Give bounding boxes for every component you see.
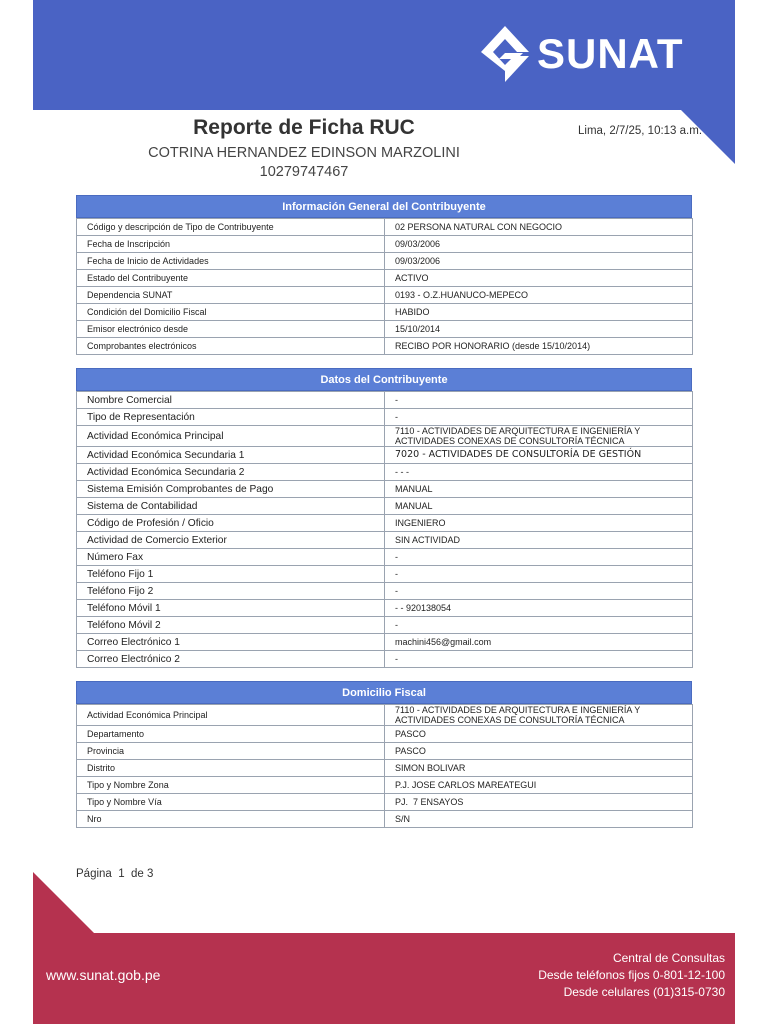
table-row xyxy=(77,583,693,600)
field-label: Teléfono Móvil 2 xyxy=(77,617,385,634)
contact-line: Desde teléfonos fijos 0-801-12-100 xyxy=(538,968,725,982)
field-value: - xyxy=(385,583,693,600)
field-label: Actividad Económica Principal xyxy=(77,705,385,726)
table-row xyxy=(77,777,693,794)
field-label: Emisor electrónico desde xyxy=(77,321,385,338)
table-row xyxy=(77,515,693,532)
field-value: PJ. 7 ENSAYOS xyxy=(385,794,693,811)
sunat-logo xyxy=(477,20,699,88)
field-label: Sistema Emisión Comprobantes de Pago xyxy=(77,481,385,498)
table-row xyxy=(77,600,693,617)
table-row xyxy=(77,236,693,253)
table-row xyxy=(77,426,693,447)
field-value: MANUAL xyxy=(385,481,693,498)
field-label: Fecha de Inscripción xyxy=(77,236,385,253)
field-label: Correo Electrónico 2 xyxy=(77,651,385,668)
table-row xyxy=(77,705,693,726)
field-label: Teléfono Fijo 2 xyxy=(77,583,385,600)
field-value: 7110 - ACTIVIDADES DE ARQUITECTURA E INGENIERÍA Y ACTIVIDADES CONEXAS DE CONSULTORÍA TÉCNICA xyxy=(385,426,693,447)
section-header: Información General del Contribuyente xyxy=(76,195,692,218)
field-label: Comprobantes electrónicos xyxy=(77,338,385,355)
field-label: Tipo de Representación xyxy=(77,409,385,426)
field-value: 02 PERSONA NATURAL CON NEGOCIO xyxy=(385,219,693,236)
field-label: Código de Profesión / Oficio xyxy=(77,515,385,532)
section-header: Datos del Contribuyente xyxy=(76,368,692,391)
field-label: Actividad de Comercio Exterior xyxy=(77,532,385,549)
section-header: Domicilio Fiscal xyxy=(76,681,692,704)
field-label: Código y descripción de Tipo de Contribuyente xyxy=(77,219,385,236)
field-label: Departamento xyxy=(77,726,385,743)
footer-website: www.sunat.gob.pe xyxy=(46,967,161,983)
field-value: MANUAL xyxy=(385,498,693,515)
field-label: Teléfono Fijo 1 xyxy=(77,566,385,583)
table-row xyxy=(77,219,693,236)
field-value: P.J. JOSE CARLOS MAREATEGUI xyxy=(385,777,693,794)
field-value: - xyxy=(385,549,693,566)
field-value: - xyxy=(385,392,693,409)
table-row xyxy=(77,392,693,409)
field-label: Teléfono Móvil 1 xyxy=(77,600,385,617)
taxpayer-name: COTRINA HERNANDEZ EDINSON MARZOLINI xyxy=(148,145,460,161)
field-label: Tipo y Nombre Zona xyxy=(77,777,385,794)
taxpayer-data-table xyxy=(76,391,693,668)
footer-corner-decoration xyxy=(33,872,95,934)
field-value: RECIBO POR HONORARIO (desde 15/10/2014) xyxy=(385,338,693,355)
field-value: machini456@gmail.com xyxy=(385,634,693,651)
contact-line: Desde celulares (01)315-0730 xyxy=(563,985,725,999)
section-taxpayer-data xyxy=(76,368,692,668)
table-row xyxy=(77,287,693,304)
table-row xyxy=(77,532,693,549)
ruc-number: 10279747467 xyxy=(259,164,349,180)
field-label: Tipo y Nombre Vía xyxy=(77,794,385,811)
table-row xyxy=(77,651,693,668)
section-general-info xyxy=(76,195,692,355)
logo-wordmark: SUNAT xyxy=(537,30,684,77)
table-row xyxy=(77,566,693,583)
field-value: - xyxy=(385,566,693,583)
table-row xyxy=(77,338,693,355)
field-label: Dependencia SUNAT xyxy=(77,287,385,304)
table-row xyxy=(77,726,693,743)
field-value: 09/03/2006 xyxy=(385,236,693,253)
field-label: Nro xyxy=(77,811,385,828)
table-row xyxy=(77,447,693,464)
field-label: Condición del Domicilio Fiscal xyxy=(77,304,385,321)
field-value: - - - xyxy=(385,464,693,481)
footer-contact-info xyxy=(538,950,725,1001)
fiscal-address-table xyxy=(76,704,693,828)
footer xyxy=(33,933,735,1024)
field-label: Actividad Económica Principal xyxy=(77,426,385,447)
table-row xyxy=(77,811,693,828)
field-value: - xyxy=(385,617,693,634)
table-row xyxy=(77,304,693,321)
field-value: 09/03/2006 xyxy=(385,253,693,270)
table-row xyxy=(77,321,693,338)
ficha-ruc-page xyxy=(33,0,735,1024)
field-value: PASCO xyxy=(385,743,693,760)
contact-line: Central de Consultas xyxy=(612,951,725,965)
sunat-logo-icon xyxy=(477,24,533,84)
field-value: - - 920138054 xyxy=(385,600,693,617)
table-row xyxy=(77,253,693,270)
table-row xyxy=(77,498,693,515)
table-row xyxy=(77,760,693,777)
field-label: Número Fax xyxy=(77,549,385,566)
field-value: HABIDO xyxy=(385,304,693,321)
table-row xyxy=(77,270,693,287)
page-indicator: Página 1 de 3 xyxy=(76,868,154,880)
field-value: 15/10/2014 xyxy=(385,321,693,338)
table-row xyxy=(77,794,693,811)
field-label: Fecha de Inicio de Actividades xyxy=(77,253,385,270)
table-row xyxy=(77,634,693,651)
field-label: Actividad Económica Secundaria 1 xyxy=(77,447,385,464)
section-fiscal-address xyxy=(76,681,692,828)
field-value: SIMON BOLIVAR xyxy=(385,760,693,777)
table-row xyxy=(77,617,693,634)
field-label: Estado del Contribuyente xyxy=(77,270,385,287)
field-label: Nombre Comercial xyxy=(77,392,385,409)
field-value: PASCO xyxy=(385,726,693,743)
field-label: Correo Electrónico 1 xyxy=(77,634,385,651)
table-row xyxy=(77,409,693,426)
field-value: SIN ACTIVIDAD xyxy=(385,532,693,549)
table-row xyxy=(77,743,693,760)
field-value: S/N xyxy=(385,811,693,828)
field-value: 7020 - ACTIVIDADES DE CONSULTORÍA DE GESTIÓN xyxy=(385,447,693,464)
field-value: - xyxy=(385,651,693,668)
general-info-table xyxy=(76,218,693,355)
page-title: Reporte de Ficha RUC xyxy=(193,116,415,139)
field-value: 7110 - ACTIVIDADES DE ARQUITECTURA E INGENIERÍA Y ACTIVIDADES CONEXAS DE CONSULTORÍA TÉCNICA xyxy=(385,705,693,726)
table-row xyxy=(77,464,693,481)
table-row xyxy=(77,549,693,566)
field-label: Sistema de Contabilidad xyxy=(77,498,385,515)
field-label: Provincia xyxy=(77,743,385,760)
field-value: - xyxy=(385,409,693,426)
field-label: Actividad Económica Secundaria 2 xyxy=(77,464,385,481)
field-label: Distrito xyxy=(77,760,385,777)
table-row xyxy=(77,481,693,498)
date-stamp: Lima, 2/7/25, 10:13 a.m. xyxy=(578,125,703,137)
field-value: ACTIVO xyxy=(385,270,693,287)
field-value: INGENIERO xyxy=(385,515,693,532)
field-value: 0193 - O.Z.HUANUCO-MEPECO xyxy=(385,287,693,304)
